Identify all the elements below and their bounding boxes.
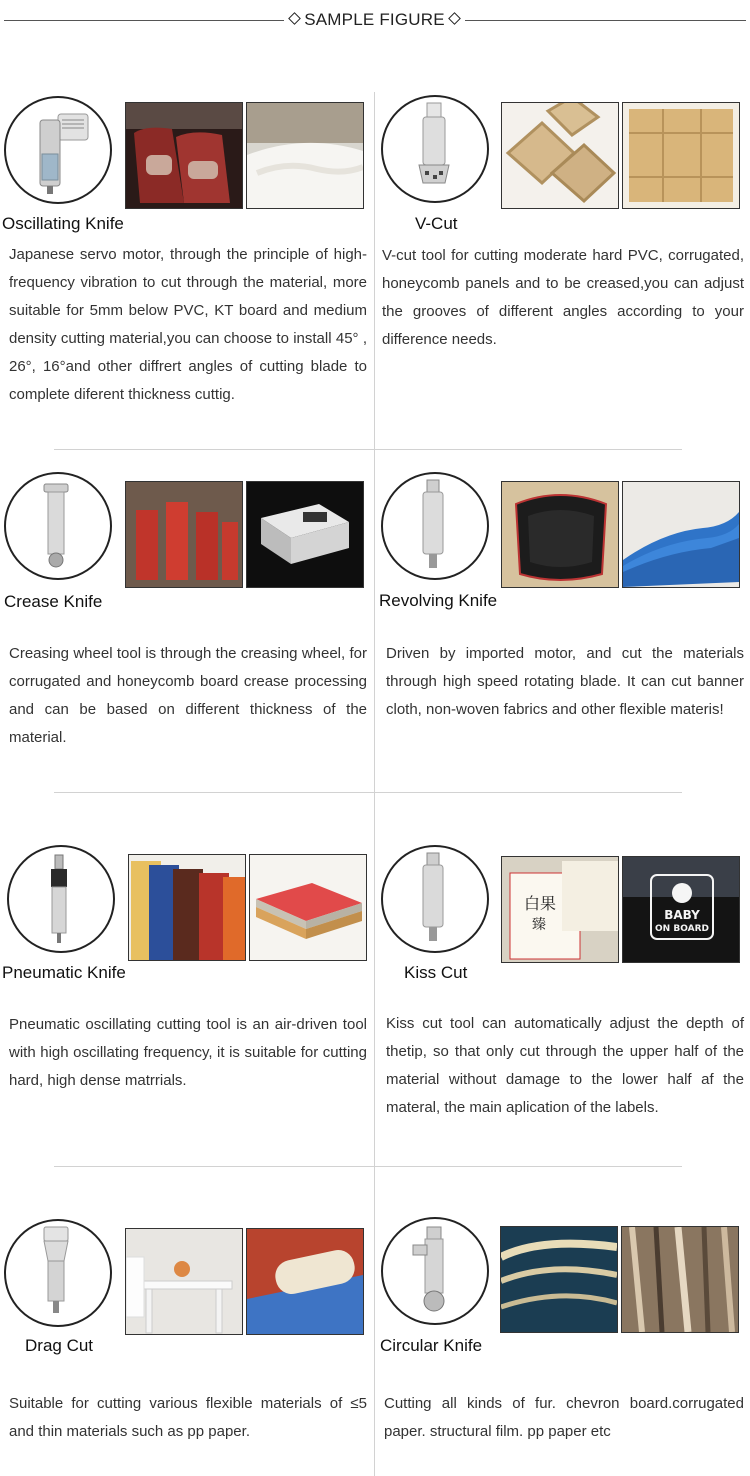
cushion-sample-image — [501, 481, 619, 588]
tool-name: Crease Knife — [4, 592, 103, 611]
crease-sample-box-image — [246, 481, 364, 588]
crease-sample-rack-image — [125, 481, 243, 588]
car-seat-sample-image — [125, 102, 243, 209]
tool-description: Creasing wheel tool is through the creasing wheel, for corrugated and honeycomb board crease processing and can be based on different thickness of the material. — [9, 645, 367, 746]
row-divider — [54, 792, 682, 793]
honeycomb-panel-sample-image — [501, 102, 619, 209]
tool-description: Driven by imported motor, and cut the materials through high speed rotating blade. It can cut banner cloth, non-woven fabrics and other flexible materis! — [386, 645, 744, 718]
diamond-icon — [288, 12, 301, 25]
tool-description: V-cut tool for cutting moderate hard PVC, corrugated, honeycomb panels and to be creased,you can adjust the grooves of different angles according to your difference needs. — [382, 247, 744, 348]
tool-description: Cutting all kinds of fur. chevron board.corrugated paper. structural film. pp paper etc — [384, 1395, 744, 1440]
tool-description: Pneumatic oscillating cutting tool is an air-driven tool with high oscillating frequency, it is suitable for cutting hard, high dense matrrials. — [9, 1016, 367, 1089]
pneumatic-knife-tool-icon — [7, 845, 115, 953]
label-sample-text: 白果 — [524, 894, 557, 913]
tool-description: Japanese servo motor, through the principle of high-frequency vibration to cut through the material, more suitable for 5mm below PVC, KT board and medium density cutting material,you can choose to install 45° , 26°, 16°and other diffrert angles of cutting blade to complete diferent thickness cuttig. — [9, 246, 367, 403]
section-title-text: SAMPLE FIGURE — [304, 10, 445, 29]
white-table-sample-image — [125, 1228, 243, 1335]
tool-name: Oscillating Knife — [2, 214, 124, 233]
white-fur-sample-image — [246, 102, 364, 209]
section-title — [284, 10, 465, 30]
tool-name: Circular Knife — [380, 1336, 483, 1355]
tool-name: Drag Cut — [25, 1336, 94, 1355]
revolving-knife-tool-icon — [381, 472, 489, 580]
color-boards-sample-image — [128, 854, 246, 961]
label-sample-text: 臻 — [532, 917, 546, 933]
tool-name: Pneumatic Knife — [2, 963, 126, 982]
circular-knife-tool-icon — [381, 1217, 489, 1325]
section-header — [0, 8, 750, 34]
tool-description: Kiss cut tool can automatically adjust the depth of thetip, so that only cut through the upper half of the material without damage to the lower half af the materal, the main aplication of the labels. — [386, 1015, 744, 1116]
oscillating-knife-tool-icon — [4, 96, 112, 204]
tool-name: Revolving Knife — [379, 591, 498, 610]
row-divider — [54, 449, 682, 450]
header-right-rule — [465, 20, 746, 21]
crease-knife-tool-icon — [4, 472, 112, 580]
fabric-layers-sample-image — [622, 481, 740, 588]
film-roll-sample-image — [246, 1228, 364, 1335]
drag-cut-tool-icon — [4, 1219, 112, 1327]
sticker-text-line-2: ON BOARD — [655, 924, 709, 934]
column-divider — [374, 92, 375, 1476]
v-cut-tool-icon — [381, 95, 489, 203]
sticker-text-line-1: BABY — [664, 908, 700, 922]
tool-name: Kiss Cut — [404, 963, 468, 982]
diamond-icon — [448, 12, 461, 25]
header-left-rule — [4, 20, 284, 21]
tool-description: Suitable for cutting various flexible materials of ≤5 and thin materials such as pp paper. — [9, 1395, 367, 1440]
baby-on-board-sticker-image — [622, 856, 740, 963]
fur-sample-image-light — [621, 1226, 739, 1333]
fur-sample-image-dark — [500, 1226, 618, 1333]
row-divider — [54, 1166, 682, 1167]
stacked-boards-sample-image — [249, 854, 367, 961]
labels-sample-image — [501, 856, 619, 963]
kiss-cut-tool-icon — [381, 845, 489, 953]
corrugated-box-sample-image — [622, 102, 740, 209]
tool-name: V-Cut — [415, 214, 458, 233]
